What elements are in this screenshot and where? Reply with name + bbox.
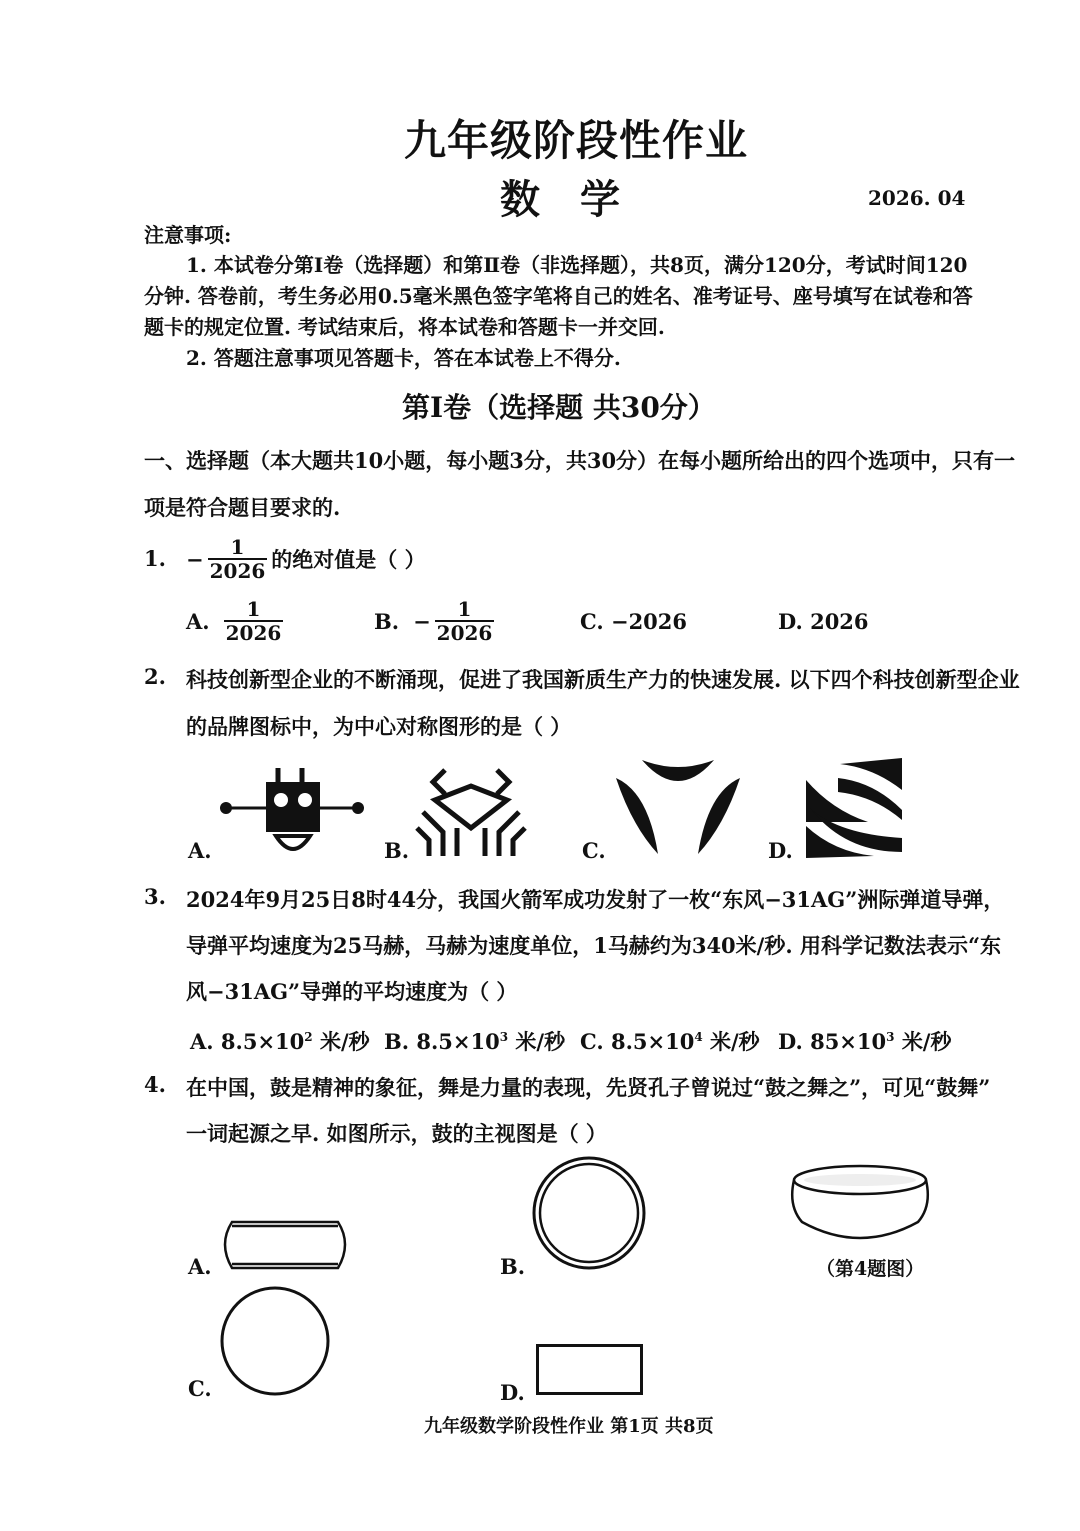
robot-logo-icon[interactable] xyxy=(220,766,365,858)
q1-option-c[interactable]: C. −2026 xyxy=(580,609,688,634)
section-intro-line-1: 一、选择题（本大题共10小题，每小题3分，共30分）在每小题所给出的四个选项中，只有一 xyxy=(144,448,1016,473)
q3-option-a-base: A. 8.5×10 xyxy=(190,1029,305,1054)
q1-stem xyxy=(186,536,426,582)
q3-option-c-unit: 米/秒 xyxy=(710,1029,760,1054)
q3-option-b[interactable] xyxy=(384,1026,565,1056)
q1-option-b-denominator: 2026 xyxy=(436,621,493,645)
notice-line-4: 2. 答题注意事项见答题卡，答在本试卷上不得分. xyxy=(186,346,621,370)
q3-option-c-exponent: 4 xyxy=(694,1030,703,1044)
q3-line-2: 导弹平均速度为25马赫，马赫为速度单位，1马赫约为340米/秒. 用科学记数法表示“东 xyxy=(186,933,1002,958)
exam-title: 九年级阶段性作业 xyxy=(404,116,749,165)
double-circle-figure[interactable] xyxy=(532,1156,646,1270)
q3-option-a-exponent: 2 xyxy=(304,1030,313,1044)
q4-line-2: 一词起源之早. 如图所示，鼓的主视图是（ ） xyxy=(186,1121,607,1146)
q1-option-b-numerator: 1 xyxy=(457,597,472,621)
q3-option-c-base: C. 8.5×10 xyxy=(580,1029,695,1054)
q4-line-1: 在中国，鼓是精神的象征，舞是力量的表现，先贤孔子曾说过“鼓之舞之”，可见“鼓舞” xyxy=(186,1075,991,1100)
subject-title: 数学 xyxy=(500,176,660,223)
q3-option-a[interactable] xyxy=(190,1026,370,1056)
q2-option-c-label[interactable]: C. xyxy=(582,838,606,863)
q3-option-d-base: D. 85×10 xyxy=(778,1029,887,1054)
q1-option-a-numerator: 1 xyxy=(246,597,261,621)
q4-option-b-label[interactable]: B. xyxy=(500,1254,526,1279)
q3-line-1: 2024年9月25日8时44分，我国火箭军成功发射了一枚“东风−31AG”洲际弹道导弹， xyxy=(186,887,1005,912)
q4-option-a-label[interactable]: A. xyxy=(188,1254,212,1279)
q4-figure-caption: （第4题图） xyxy=(816,1258,925,1280)
q3-option-c[interactable] xyxy=(580,1026,760,1056)
q1-option-d[interactable]: D. 2026 xyxy=(778,609,869,634)
section-title: 第Ⅰ卷（选择题 共30分） xyxy=(402,391,716,424)
three-arc-logo-icon[interactable] xyxy=(614,756,742,860)
q1-option-b[interactable] xyxy=(374,598,498,644)
drum-figure xyxy=(790,1158,930,1248)
q3-option-b-unit: 米/秒 xyxy=(515,1029,566,1054)
single-circle-figure[interactable] xyxy=(220,1286,330,1396)
crab-logo-icon[interactable] xyxy=(415,766,527,858)
q4-option-d-label[interactable]: D. xyxy=(500,1380,525,1405)
q1-fraction xyxy=(208,536,268,582)
exam-date: 2026. 04 xyxy=(868,186,966,210)
q1-numerator: 1 xyxy=(230,535,245,559)
q1-option-a-fraction xyxy=(224,598,284,644)
q1-option-a-label: A. xyxy=(186,608,210,634)
q3-number: 3. xyxy=(144,884,166,909)
page-footer: 九年级数学阶段性作业 第1页 共8页 xyxy=(424,1416,714,1437)
q2-option-a-label[interactable]: A. xyxy=(188,838,212,863)
q1-option-a[interactable] xyxy=(186,598,287,644)
notice-heading: 注意事项: xyxy=(144,223,232,247)
q4-option-c-label[interactable]: C. xyxy=(188,1376,212,1401)
q2-option-d-label[interactable]: D. xyxy=(768,838,793,863)
q1-option-b-fraction xyxy=(435,598,495,644)
q3-option-d-unit: 米/秒 xyxy=(901,1029,952,1054)
q3-option-d[interactable] xyxy=(778,1026,951,1056)
notice-line-3: 题卡的规定位置. 考试结束后，将本试卷和答题卡一并交回. xyxy=(144,315,665,339)
q1-option-b-minus: − xyxy=(413,608,431,634)
q1-text: 的绝对值是（ ） xyxy=(271,547,426,572)
q2-line-1: 科技创新型企业的不断涌现，促进了我国新质生产力的快速发展. 以下四个科技创新型企业 xyxy=(186,667,1020,692)
section-intro-line-2: 项是符合题目要求的. xyxy=(144,495,341,520)
q4-number: 4. xyxy=(144,1072,166,1097)
q1-option-b-label: B. xyxy=(374,608,400,634)
q3-line-3: 风−31AG”导弹的平均速度为（ ） xyxy=(186,979,518,1004)
q1-denominator: 2026 xyxy=(209,559,266,583)
q2-line-2: 的品牌图标中，为中心对称图形的是（ ） xyxy=(186,714,572,739)
q3-option-b-exponent: 3 xyxy=(499,1030,509,1044)
drum-side-view-figure[interactable] xyxy=(220,1216,350,1274)
rectangle-figure[interactable] xyxy=(536,1344,644,1396)
q1-number: 1. xyxy=(144,546,166,571)
q2-option-b-label[interactable]: B. xyxy=(384,838,410,863)
q2-number: 2. xyxy=(144,664,166,689)
q1-minus: − xyxy=(186,546,204,572)
q3-option-a-unit: 米/秒 xyxy=(319,1029,370,1054)
notice-line-1: 1. 本试卷分第Ⅰ卷（选择题）和第Ⅱ卷（非选择题），共8页，满分120分，考试时间120 xyxy=(186,253,968,277)
q3-option-d-exponent: 3 xyxy=(886,1030,895,1044)
q1-option-a-denominator: 2026 xyxy=(225,621,282,645)
swirl-logo-icon[interactable] xyxy=(804,756,908,860)
q3-option-b-base: B. 8.5×10 xyxy=(384,1029,500,1054)
notice-line-2: 分钟. 答卷前，考生务必用0.5毫米黑色签字笔将自己的姓名、准考证号、座号填写在试卷和答 xyxy=(144,284,973,308)
